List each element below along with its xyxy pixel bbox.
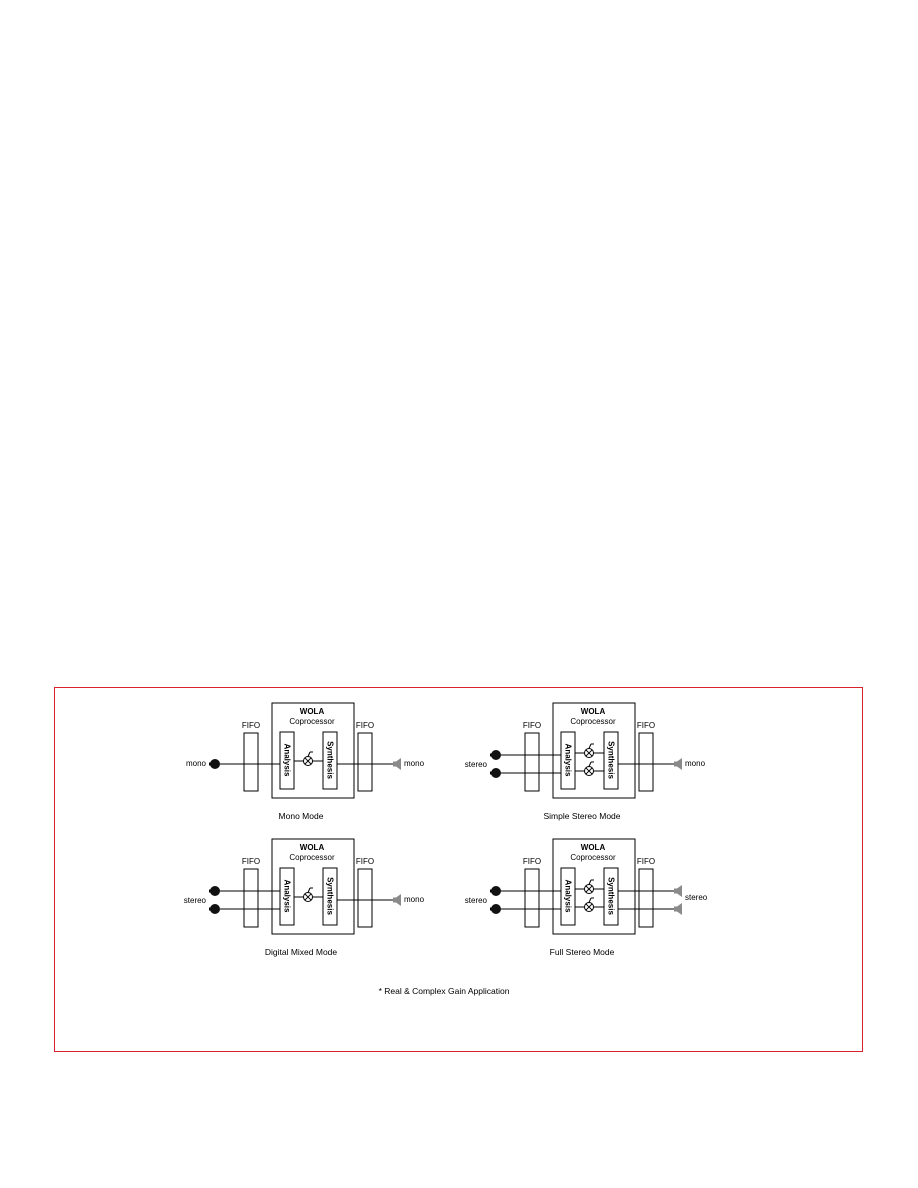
output-fifo-label: FIFO <box>355 721 375 730</box>
coprocessor-title: WOLA <box>299 707 325 716</box>
analysis-label: Analysis <box>282 743 292 777</box>
output-fifo <box>358 733 372 791</box>
speaker-icon <box>674 903 682 915</box>
speaker-icon <box>393 894 401 906</box>
panel-caption: Simple Stereo Mode <box>543 811 621 821</box>
coprocessor-subtitle: Coprocessor <box>570 853 616 862</box>
microphone-icon <box>490 750 501 760</box>
microphone-icon <box>209 759 220 769</box>
panel-caption: Digital Mixed Mode <box>264 947 338 957</box>
input-fifo <box>244 733 258 791</box>
coprocessor-subtitle: Coprocessor <box>570 717 616 726</box>
coprocessor-title: WOLA <box>580 843 606 852</box>
output-fifo <box>639 869 653 927</box>
input-fifo-label: FIFO <box>241 721 261 730</box>
input-label: stereo <box>183 896 206 905</box>
input-fifo-label: FIFO <box>241 857 261 866</box>
output-label: stereo <box>685 893 708 902</box>
microphone-icon <box>490 904 501 914</box>
output-label: mono <box>404 895 425 904</box>
microphone-icon <box>490 768 501 778</box>
input-fifo-label: FIFO <box>522 721 542 730</box>
synthesis-label: Synthesis <box>606 877 616 915</box>
input-fifo <box>525 869 539 927</box>
output-fifo-label: FIFO <box>636 721 656 730</box>
panel-digital-mixed-mode <box>184 839 425 957</box>
output-label: mono <box>685 759 706 768</box>
output-fifo-label: FIFO <box>355 857 375 866</box>
output-fifo <box>358 869 372 927</box>
speaker-icon <box>393 758 401 770</box>
output-fifo <box>639 733 653 791</box>
speaker-icon <box>674 885 682 897</box>
input-label: stereo <box>464 896 487 905</box>
panel-caption: Full Stereo Mode <box>549 947 615 957</box>
coprocessor-subtitle: Coprocessor <box>289 717 335 726</box>
input-fifo <box>244 869 258 927</box>
analysis-label: Analysis <box>563 879 573 913</box>
analysis-label: Analysis <box>563 743 573 777</box>
panel-simple-stereo-mode <box>465 703 706 821</box>
coprocessor-title: WOLA <box>580 707 606 716</box>
output-label: mono <box>404 759 425 768</box>
input-label: stereo <box>464 760 487 769</box>
microphone-icon <box>490 886 501 896</box>
input-fifo <box>525 733 539 791</box>
synthesis-label: Synthesis <box>325 877 335 915</box>
panel-full-stereo-mode <box>465 839 708 957</box>
synthesis-label: Synthesis <box>606 741 616 779</box>
input-fifo-label: FIFO <box>522 857 542 866</box>
output-fifo-label: FIFO <box>636 857 656 866</box>
microphone-icon <box>209 886 220 896</box>
panel-caption: Mono Mode <box>278 811 324 821</box>
coprocessor-title: WOLA <box>299 843 325 852</box>
input-label: mono <box>185 759 206 768</box>
analysis-label: Analysis <box>282 879 292 913</box>
coprocessor-subtitle: Coprocessor <box>289 853 335 862</box>
panel-mono-mode <box>186 703 425 821</box>
speaker-icon <box>674 758 682 770</box>
microphone-icon <box>209 904 220 914</box>
footnote: * Real & Complex Gain Application <box>378 986 510 996</box>
synthesis-label: Synthesis <box>325 741 335 779</box>
